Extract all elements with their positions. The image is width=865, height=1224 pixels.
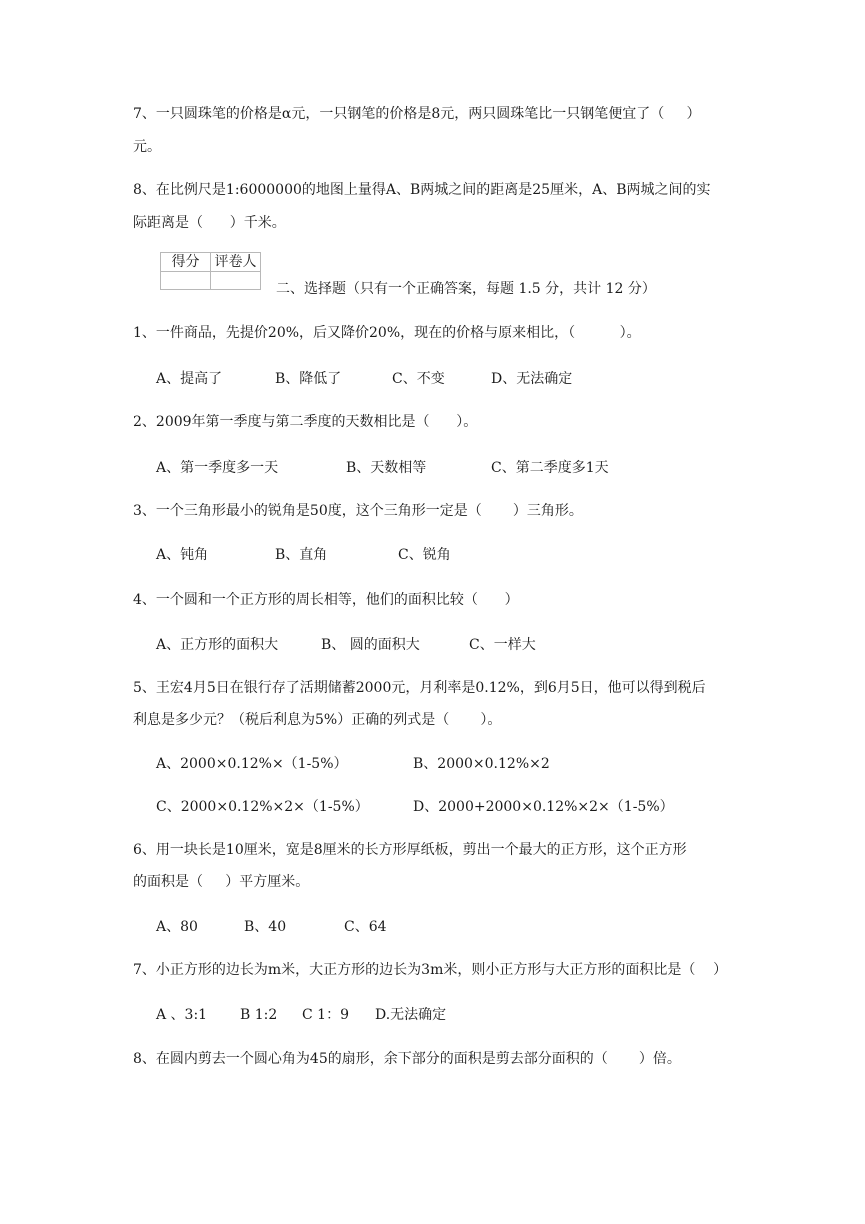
q4-option-a: A、正方形的面积大 [156,637,279,653]
section-title: 二、选择题（只有一个正确答案，每题 1.5 分，共计 12 分） [276,281,656,297]
q7-option-d: D.无法确定 [375,1007,447,1023]
q6-option-c: C、64 [344,919,387,935]
question-6-stem: 6、用一块长是10厘米，宽是8厘米的长方形厚纸板，剪出一个最大的正方形，这个正方形 [133,842,687,858]
q6-option-b: B、40 [244,919,287,935]
question-4-stem: 4、一个圆和一个正方形的周长相等，他们的面积比较（ ） [133,592,519,608]
q3-option-a: A、钝角 [156,547,209,563]
question-1-stem: 1、一件商品，先提价20%，后又降价20%，现在的价格与原来相比，（ ）。 [133,325,641,341]
q2-option-b: B、天数相等 [346,460,427,476]
q7-option-a: A 、3:1 [156,1007,208,1023]
score-cell[interactable] [161,272,211,290]
q3-option-c: C、锐角 [398,547,451,563]
question-6-stem-cont: 的面积是（ ）平方厘米。 [133,874,310,890]
question-5-stem: 5、王宏4月5日在银行存了活期储蓄2000元，月利率是0.12%，到6月5日，他可以得到税后 [133,680,706,696]
q1-option-c: C、不变 [392,371,445,387]
question-3-stem: 3、一个三角形最小的锐角是50度，这个三角形一定是（ ）三角形。 [133,503,583,519]
q6-option-a: A、80 [156,919,198,935]
q5-option-c: C、2000×0.12%×2×（1-5%） [156,799,369,815]
q5-option-a: A、2000×0.12%×（1-5%） [156,756,348,772]
q2-option-a: A、第一季度多一天 [156,460,279,476]
q4-option-c: C、一样大 [469,637,536,653]
top-q7-line1: 7、一只圆珠笔的价格是α元，一只钢笔的价格是8元，两只圆珠笔比一只钢笔便宜了（ ） [133,106,701,122]
question-2-stem: 2、2009年第一季度与第二季度的天数相比是（ ）。 [133,414,478,430]
q4-option-b: B、 圆的面积大 [321,637,420,653]
q3-option-b: B、直角 [275,547,328,563]
question-7-stem: 7、小正方形的边长为m米，大正方形的边长为3m米，则小正方形与大正方形的面积比是（ ） [133,962,728,978]
q1-option-a: A、提高了 [156,371,223,387]
top-q7-line2: 元。 [133,139,161,155]
score-header: 得分 [161,253,211,272]
q1-option-b: B、降低了 [275,371,342,387]
top-q8-line1: 8、在比例尺是1:6000000的地图上量得A、B两城之间的距离是25厘米，A、B两城之间的实 [133,182,711,198]
q7-option-c: C 1：9 [302,1007,349,1023]
q7-option-b: B 1:2 [240,1007,278,1023]
question-8-stem: 8、在圆内剪去一个圆心角为45的扇形，余下部分的面积是剪去部分面积的（ ）倍。 [133,1051,681,1067]
grader-header: 评卷人 [211,253,261,272]
grader-cell[interactable] [211,272,261,290]
q5-option-d: D、2000+2000×0.12%×2×（1-5%） [413,799,674,815]
q1-option-d: D、无法确定 [491,371,573,387]
q5-option-b: B、2000×0.12%×2 [413,756,550,772]
question-5-stem-cont: 利息是多少元？（税后利息为5%）正确的列式是（ ）。 [133,712,502,728]
score-table [160,252,261,290]
top-q8-line2: 际距离是（ ）千米。 [133,215,286,231]
q2-option-c: C、第二季度多1天 [491,460,609,476]
